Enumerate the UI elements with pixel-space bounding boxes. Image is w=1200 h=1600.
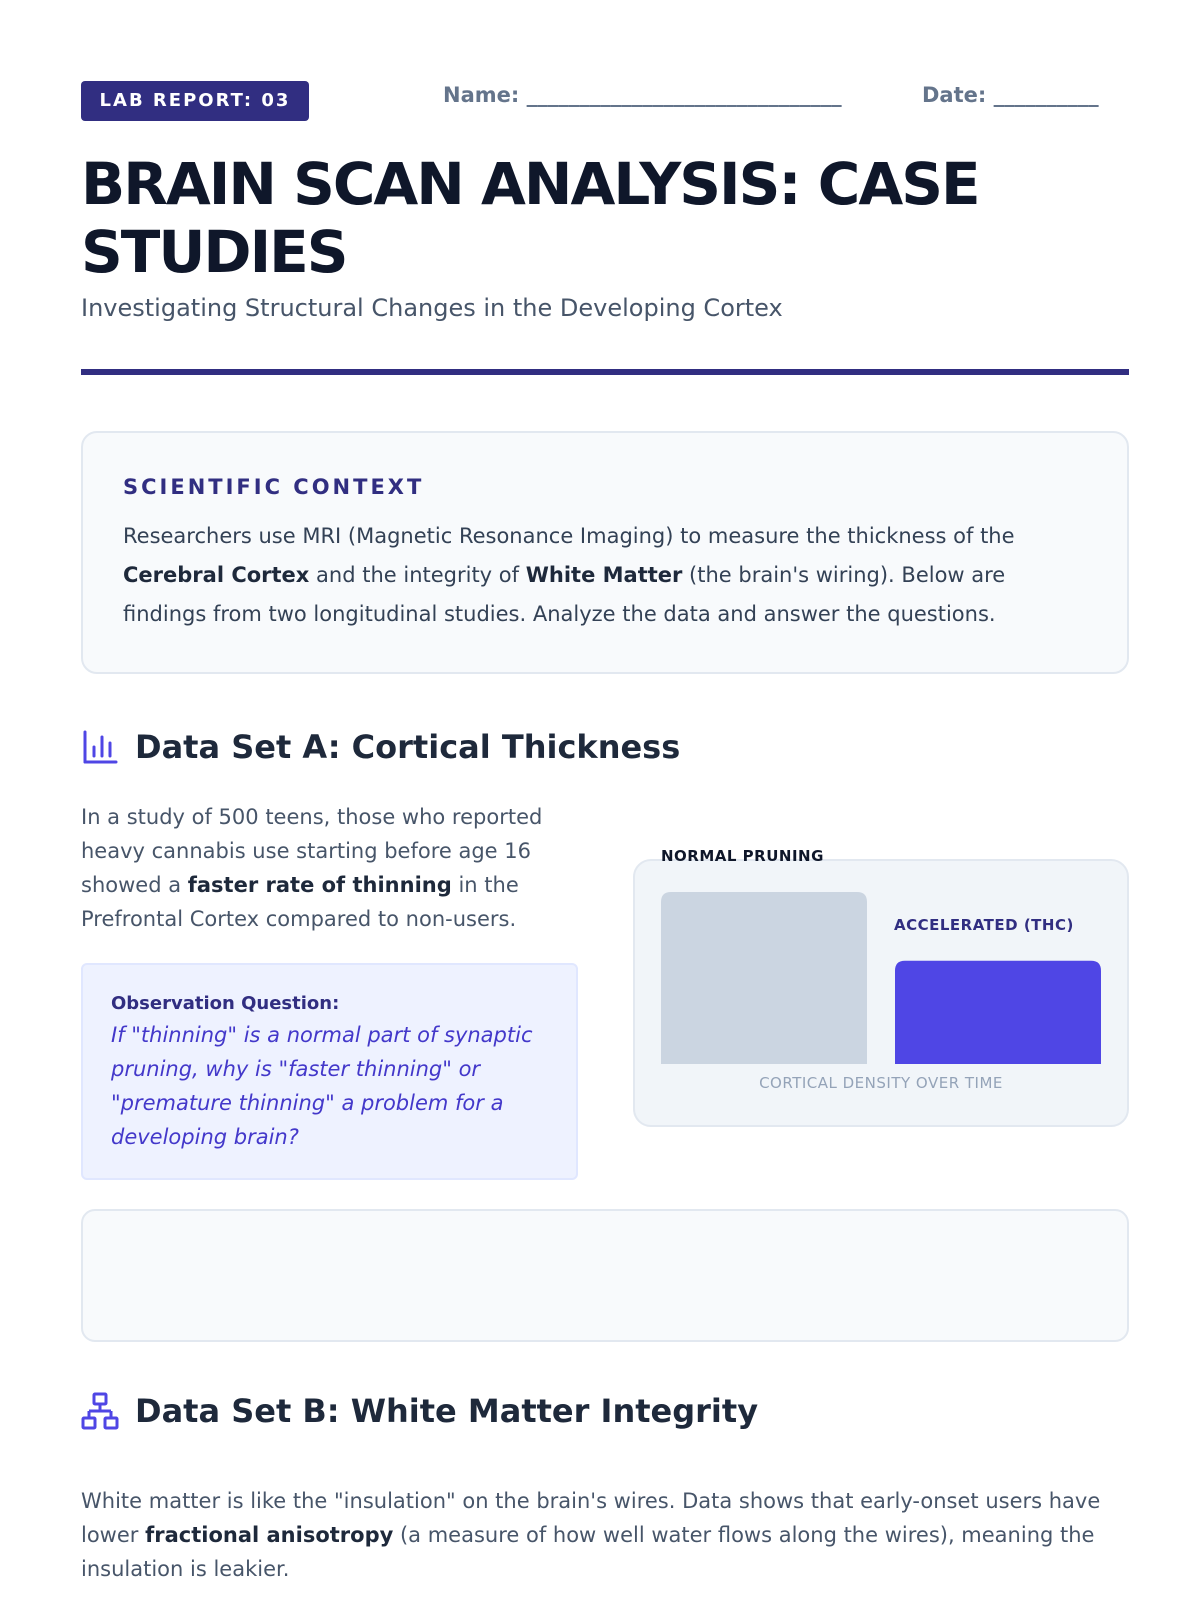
- context-text-part: (the brain's wiring). Below are findings from two longitudinal studies. Analyze the data and answer the questions.: [123, 563, 1006, 626]
- chart-bar-normal-pruning: [661, 892, 867, 1064]
- section-b-title: Data Set B: White Matter Integrity: [135, 1392, 759, 1430]
- observation-label: Observation Question:: [111, 993, 340, 1014]
- intro-text-part: White matter is like the "insulation" on the brain's wires. Data shows that early-onset users have lower: [81, 1489, 1101, 1547]
- lab-report-badge: LAB REPORT: 03: [81, 81, 309, 121]
- scientific-context-box: [81, 431, 1129, 674]
- chart-caption: CORTICAL DENSITY OVER TIME: [759, 1074, 1003, 1092]
- observation-question-box: [81, 963, 578, 1180]
- title-divider: [81, 369, 1129, 375]
- chart-bar-accelerated-thc: [895, 961, 1101, 1064]
- section-a-heading: [81, 728, 680, 766]
- date-field[interactable]: Date: __________: [922, 83, 1099, 107]
- page-title: BRAIN SCAN ANALYSIS: CASE STUDIES: [81, 150, 979, 286]
- name-field[interactable]: Name: ______________________________: [443, 83, 842, 107]
- observation-text: If "thinning" is a normal part of synaptic pruning, why is "faster thinning" or "premature thinning" a problem for a developing brain?: [111, 1023, 533, 1149]
- intro-emphasis: faster rate of thinning: [187, 873, 452, 897]
- intro-emphasis: fractional anisotropy: [145, 1523, 394, 1547]
- context-heading: SCIENTIFIC CONTEXT: [123, 475, 425, 499]
- section-b-intro: [81, 1484, 1129, 1586]
- intro-text-part: In a study of 500 teens, those who reported heavy cannabis use starting before age 16 showed a: [81, 805, 543, 897]
- context-text: [123, 517, 1087, 634]
- context-text-part: Researchers use MRI (Magnetic Resonance Imaging) to measure the thickness of the: [123, 524, 1015, 548]
- context-term-white-matter: White Matter: [525, 563, 683, 587]
- page-subtitle: Investigating Structural Changes in the Developing Cortex: [81, 294, 783, 322]
- answer-box[interactable]: [81, 1209, 1129, 1342]
- section-a-intro: [81, 800, 561, 936]
- intro-text-part: (a measure of how well water flows along the wires), meaning the insulation is leakier.: [81, 1523, 1095, 1581]
- context-text-part: and the integrity of: [309, 563, 526, 587]
- bar-chart-icon: [81, 728, 119, 766]
- network-icon: [81, 1392, 119, 1430]
- section-a-title: Data Set A: Cortical Thickness: [135, 728, 681, 766]
- intro-text-part: in the Prefrontal Cortex compared to non-users.: [81, 873, 519, 931]
- header-row: [81, 81, 1129, 121]
- context-term-cortex: Cerebral Cortex: [123, 563, 310, 587]
- bar-label-accelerated: ACCELERATED (THC): [894, 916, 1074, 934]
- section-b-heading: [81, 1392, 758, 1430]
- bar-label-normal: NORMAL PRUNING: [661, 847, 824, 865]
